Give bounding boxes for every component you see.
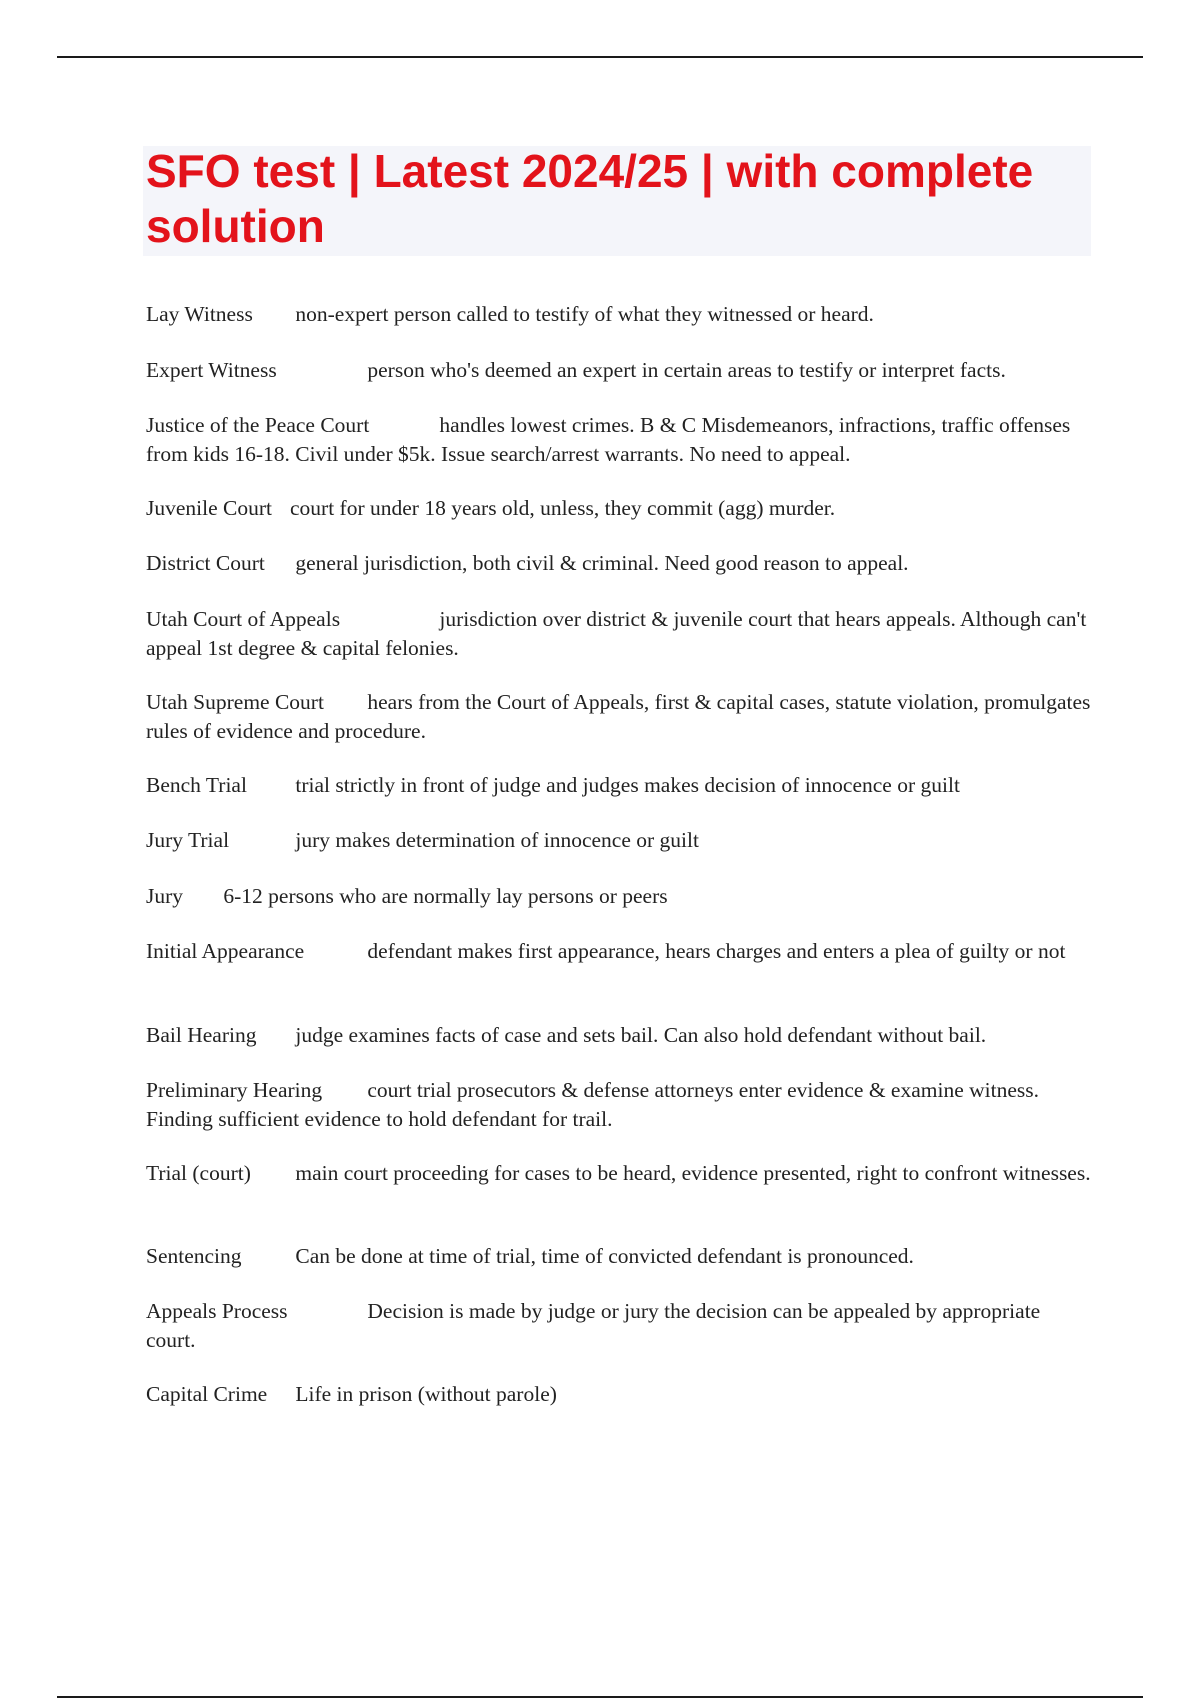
entry	[146, 605, 1091, 662]
entry	[146, 826, 1091, 855]
top-rule	[57, 56, 1143, 58]
entry	[146, 1380, 1091, 1409]
entry-term: Justice of the Peace Court	[146, 413, 370, 437]
entry-definition: court for under 18 years old, unless, they commit (agg) murder.	[290, 496, 836, 520]
entry-definition: non-expert person called to testify of what they witnessed or heard.	[295, 302, 874, 326]
entry-term: Jury Trial	[146, 828, 230, 852]
entry-definition: 6-12 persons who are normally lay persons or peers	[223, 884, 668, 908]
entry-term: Capital Crime	[146, 1382, 268, 1406]
entry	[146, 411, 1091, 468]
entry-term: Sentencing	[146, 1244, 242, 1268]
entry-definition: defendant makes first appearance, hears charges and enters a plea of guilty or not	[367, 939, 1066, 963]
bottom-rule	[57, 1696, 1143, 1698]
entry	[146, 1076, 1091, 1133]
entry	[146, 494, 1091, 523]
entry-term: Juvenile Court	[146, 496, 272, 520]
entry-definition: judge examines facts of case and sets bail. Can also hold defendant without bail.	[295, 1023, 987, 1047]
entry	[146, 688, 1091, 745]
entry-term: Utah Supreme Court	[146, 690, 324, 714]
entry	[146, 300, 1091, 329]
entry-definition: handles lowest crimes. B & C Misdemeanors, infractions, traffic offenses from kids 16-18. Civil under $5k. Issue search/arrest warrants. No need to appeal.	[146, 413, 1071, 466]
entry-definition: general jurisdiction, both civil & criminal. Need good reason to appeal.	[295, 551, 909, 575]
entry-definition: Decision is made by judge or jury the decision can be appealed by appropriate court.	[146, 1299, 1041, 1352]
entry-term: District Court	[146, 551, 265, 575]
entry	[146, 882, 1091, 911]
entry-definition: hears from the Court of Appeals, first & capital cases, statute violation, promulgates rules of evidence and procedure.	[146, 690, 1091, 743]
entry-term: Utah Court of Appeals	[146, 607, 341, 631]
entry	[146, 1242, 1091, 1271]
entry-term: Expert Witness	[146, 358, 277, 382]
entry-definition: trial strictly in front of judge and judges makes decision of innocence or guilt	[295, 773, 960, 797]
entry	[146, 937, 1091, 966]
entry-term: Trial (court)	[146, 1161, 251, 1185]
entry-definition: Can be done at time of trial, time of convicted defendant is pronounced.	[295, 1244, 914, 1268]
document-title: SFO test | Latest 2024/25 | with complete solution	[146, 145, 1034, 252]
entry-term: Initial Appearance	[146, 939, 305, 963]
entry-definition: Life in prison (without parole)	[295, 1382, 557, 1406]
entry	[146, 771, 1091, 800]
entry	[146, 356, 1091, 385]
entry	[146, 1021, 1091, 1050]
entry-definition: person who's deemed an expert in certain areas to testify or interpret facts.	[367, 358, 1006, 382]
entry-term: Preliminary Hearing	[146, 1078, 323, 1102]
entry	[146, 1297, 1091, 1354]
entry-term: Bench Trial	[146, 773, 247, 797]
entry-term: Bail Hearing	[146, 1023, 257, 1047]
entry-definition: jury makes determination of innocence or guilt	[295, 828, 699, 852]
entry-term: Jury	[146, 884, 184, 908]
entry	[146, 549, 1091, 578]
entry-term: Lay Witness	[146, 302, 253, 326]
entry-term: Appeals Process	[146, 1299, 288, 1323]
entry	[146, 1159, 1091, 1188]
entry-definition: main court proceeding for cases to be heard, evidence presented, right to confront witnesses.	[295, 1161, 1091, 1185]
entry-definition: court trial prosecutors & defense attorneys enter evidence & examine witness. Finding sufficient evidence to hold defendant for trail.	[146, 1078, 1040, 1131]
entry-definition: jurisdiction over district & juvenile court that hears appeals. Although can't appeal 1st degree & capital felonies.	[146, 607, 1087, 660]
